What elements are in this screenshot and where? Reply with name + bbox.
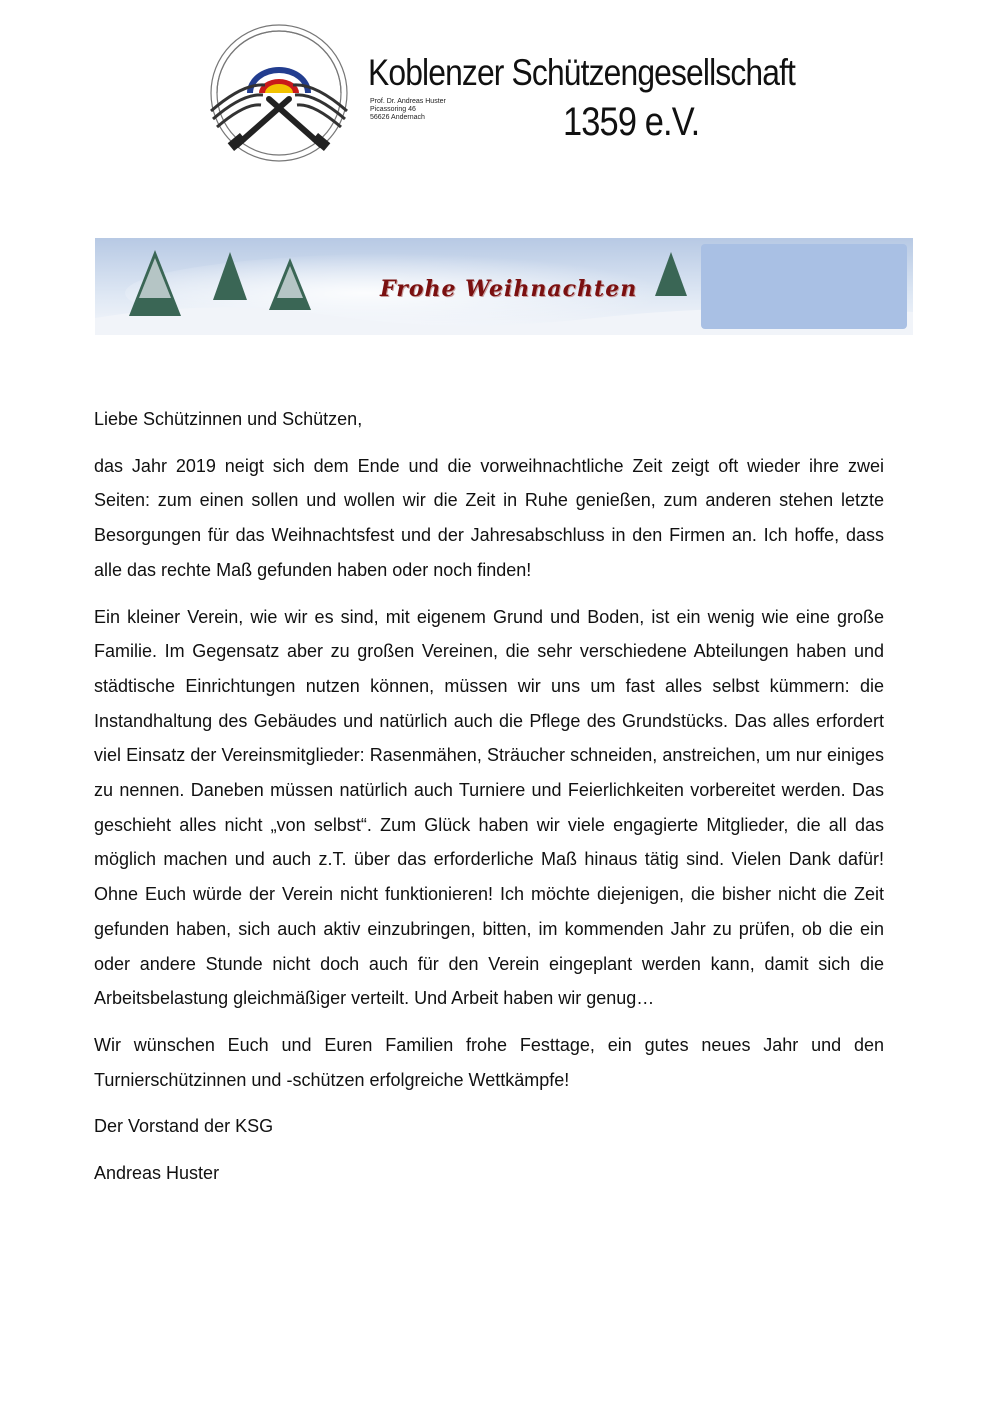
club-founding-year: 1359 e.V. <box>563 100 700 144</box>
address-line: Picassoring 46 <box>370 106 416 113</box>
address-line: Prof. Dr. Andreas Huster <box>370 98 446 105</box>
paragraph: Ein kleiner Verein, wie wir es sind, mit eigenem Grund und Boden, ist ein wenig wie eine große Familie. Im Gegensatz aber zu großen Vereinen, die sehr verschiedene Abteilungen haben und städtische Einrichtungen nutzen können, müssen wir uns um fast alles selbst kümmern: die Instandhaltung des Gebäudes und natürlich auch die Pflege des Grundstücks. Das alles erfordert viel Einsatz der Vereinsmitglieder: Rasenmähen, Sträucher schneiden, anstreichen, um nur einiges zu nennen. Daneben müssen natürlich auch Turniere und Feierlichkeiten vorbereitet werden. Das geschieht alles nicht „von selbst“. Zum Glück haben wir viele engagierte Mitglieder, die all das möglich machen und auch z.T. über das erforderliche Maß hinaus tätig sind. Vielen Dank dafür! Ohne Euch würde der Verein nicht funktionieren! Ich möchte diejenigen, die bisher nicht die Zeit gefunden haben, sich auch aktiv einzubringen, bitten, im kommenden Jahr zu prüfen, ob die ein oder andere Stunde nicht doch auch für den Verein eingeplant werden kann, damit sich die Arbeitsbelastung gleichmäßiger verteilt. Und Arbeit haben wir genug… <box>94 606 884 1009</box>
sender-address <box>370 98 446 122</box>
salutation: Liebe Schützinnen und Schützen, <box>94 409 363 429</box>
club-name: Koblenzer Schützengesellschaft <box>368 52 796 93</box>
paragraph: das Jahr 2019 neigt sich dem Ende und die vorweihnachtliche Zeit zeigt oft wieder ihre zwei Seiten: zum einen sollen und wollen wir die Zeit in Ruhe genießen, zum anderen stehen letzte Besorgungen für das Weihnachtsfest und der Jahresabschluss in den Firmen an. Ich hoffe, dass alle das rechte Maß gefunden haben oder noch finden! <box>94 455 884 580</box>
club-logo <box>203 23 355 163</box>
address-line: 56626 Andernach <box>370 114 425 121</box>
letterhead <box>0 0 1000 180</box>
paragraph: Wir wünschen Euch und Euren Familien frohe Festtage, ein gutes neues Jahr und den Turnierschützinnen und -schützen erfolgreiche Wettkämpfe! <box>94 1034 884 1090</box>
letter-body <box>94 402 884 1203</box>
signature: Andreas Huster <box>94 1163 220 1184</box>
banner-greeting: Frohe Weihnachten <box>380 276 638 302</box>
closing: Der Vorstand der KSG <box>94 1116 274 1137</box>
